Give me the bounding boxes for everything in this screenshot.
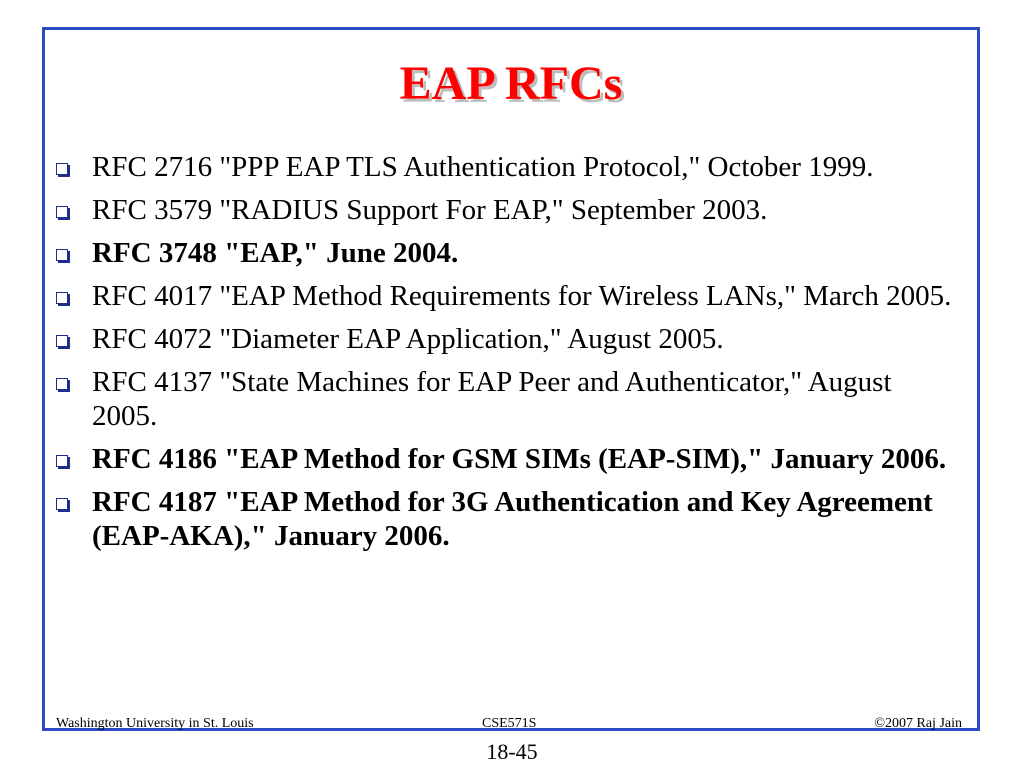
footer-institution: Washington University in St. Louis (56, 716, 254, 731)
list-item-text: RFC 3579 "RADIUS Support For EAP," September 2003. (92, 194, 768, 226)
hollow-square-bullet-icon (56, 335, 68, 347)
list-item (56, 193, 956, 227)
list-item (56, 322, 956, 356)
list-item-text: RFC 3748 "EAP," June 2004. (92, 237, 459, 269)
slide-title: EAP RFCs (399, 57, 623, 110)
list-item-text: RFC 4137 "State Machines for EAP Peer and Authenticator," August 2005. (92, 366, 892, 432)
hollow-square-bullet-icon (56, 498, 68, 510)
hollow-square-bullet-icon (56, 249, 68, 261)
list-item-text: RFC 2716 "PPP EAP TLS Authentication Protocol," October 1999. (92, 151, 874, 183)
list-item (56, 365, 956, 433)
hollow-square-bullet-icon (56, 378, 68, 390)
list-item (56, 442, 956, 476)
hollow-square-bullet-icon (56, 455, 68, 467)
hollow-square-bullet-icon (56, 163, 68, 175)
list-item-text: RFC 4187 "EAP Method for 3G Authentication and Key Agreement (EAP-AKA)," January 2006. (92, 486, 933, 552)
list-item (56, 485, 956, 553)
hollow-square-bullet-icon (56, 292, 68, 304)
list-item-text: RFC 4017 "EAP Method Requirements for Wireless LANs," March 2005. (92, 280, 952, 312)
hollow-square-bullet-icon (56, 206, 68, 218)
list-item-text: RFC 4072 "Diameter EAP Application," August 2005. (92, 323, 724, 355)
page-number: 18-45 (486, 739, 538, 764)
list-item-text: RFC 4186 "EAP Method for GSM SIMs (EAP-SIM)," January 2006. (92, 443, 947, 475)
bullet-list (56, 150, 956, 562)
list-item (56, 150, 956, 184)
footer-course: CSE571S (482, 716, 537, 731)
list-item (56, 236, 956, 270)
footer-copyright: ©2007 Raj Jain (874, 716, 962, 731)
list-item (56, 279, 956, 313)
